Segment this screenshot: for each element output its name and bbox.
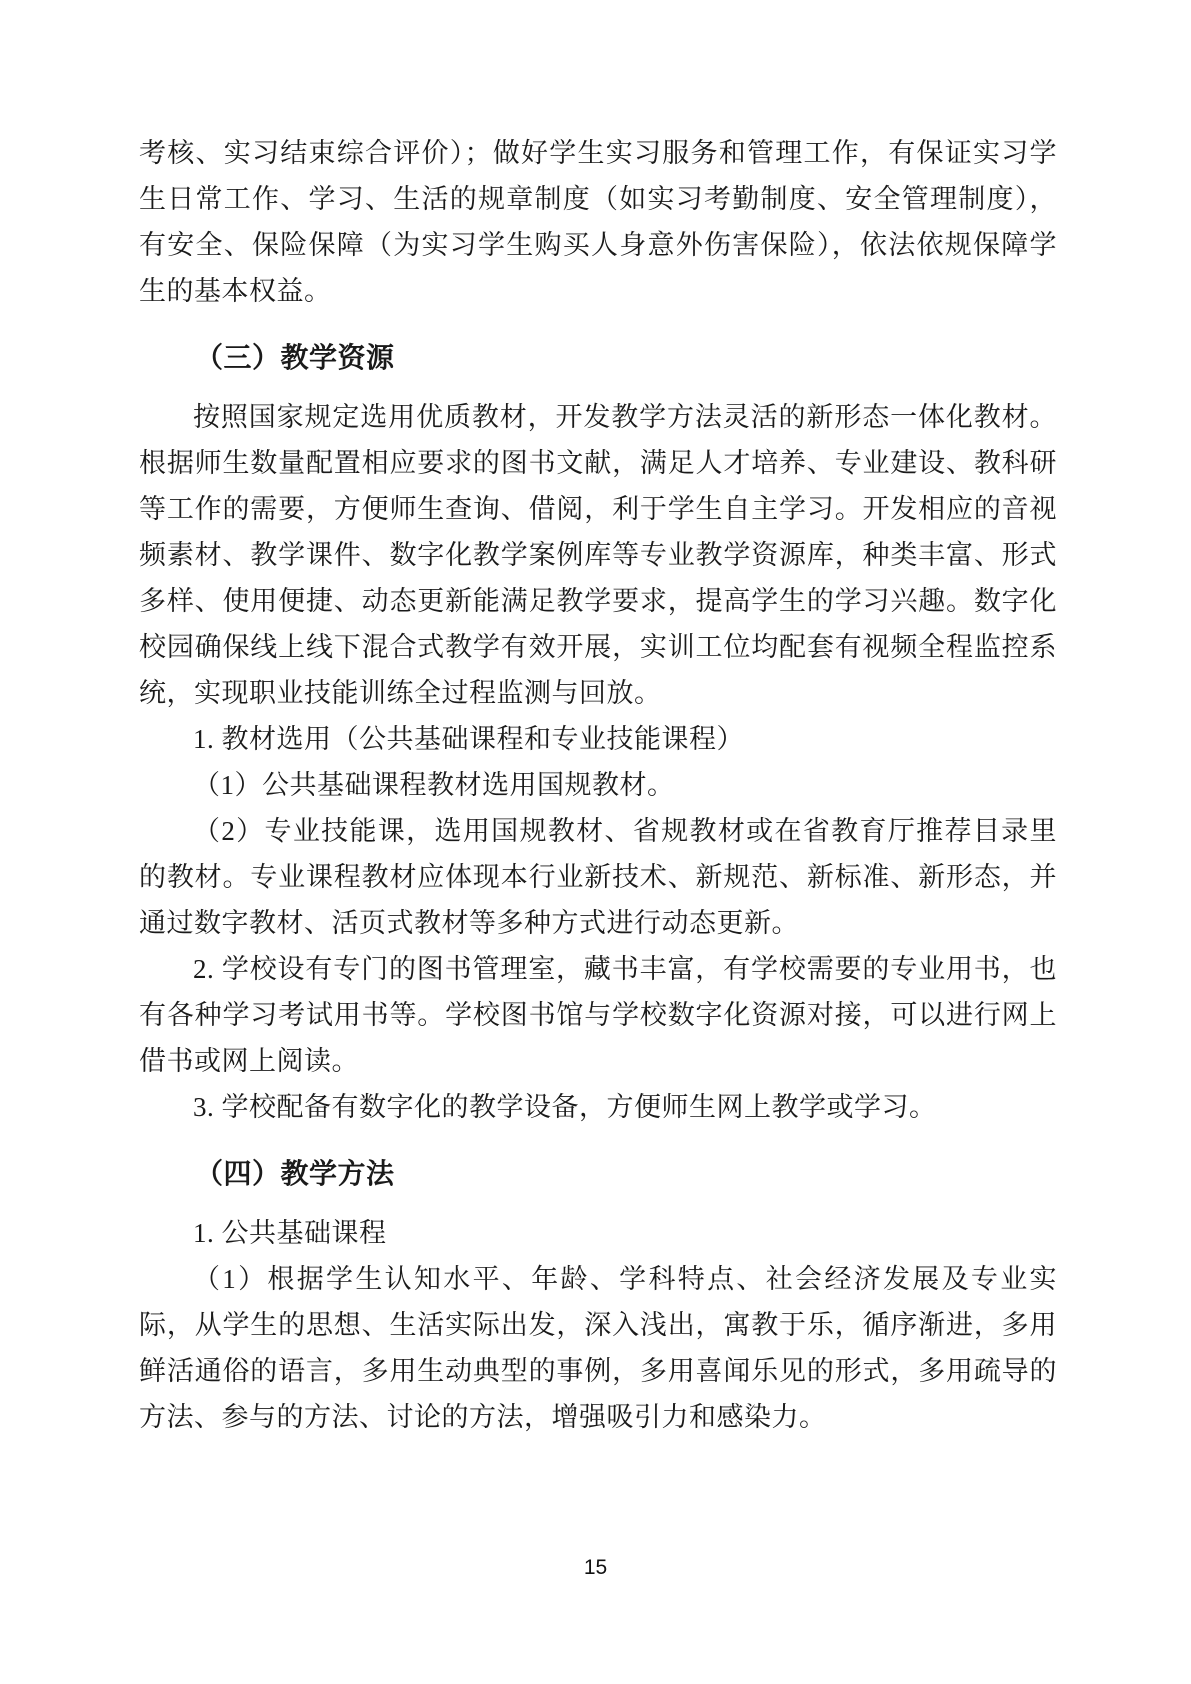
list-item-digital-equipment: 3. 学校配备有数字化的教学设备，方便师生网上教学或学习。	[193, 1092, 937, 1122]
list-item-public-basic-textbook: （1）公共基础课程教材选用国规教材。	[193, 770, 675, 800]
paragraph-internship-management: 考核、实习结束综合评价）；做好学生实习服务和管理工作，有保证实习学生日常工作、学习、生活的规章制度（如实习考勤制度、安全管理制度），有安全、保险保障（为实习学生购买人身意外伤害保险），依法依规保障学生的基本权益。	[139, 138, 1057, 306]
paragraph-teaching-method-detail: （1）根据学生认知水平、年龄、学科特点、社会经济发展及专业实际，从学生的思想、生活实际出发，深入浅出，寓教于乐，循序渐进，多用鲜活通俗的语言，多用生动典型的事例，多用喜闻乐见的形式，多用疏导的方法、参与的方法、讨论的方法，增强吸引力和感染力。	[139, 1264, 1057, 1432]
paragraph-teaching-resources-overview: 按照国家规定选用优质教材，开发教学方法灵活的新形态一体化教材。根据师生数量配置相应要求的图书文献，满足人才培养、专业建设、教科研等工作的需要，方便师生查询、借阅，利于学生自主学习。开发相应的音视频素材、教学课件、数字化教学案例库等专业教学资源库，种类丰富、形式多样、使用便捷、动态更新能满足教学要求，提高学生的学习兴趣。数字化校园确保线上线下混合式教学有效开展，实训工位均配套有视频全程监控系统，实现职业技能训练全过程监测与回放。	[139, 402, 1057, 708]
list-item-public-basic-courses: 1. 公共基础课程	[193, 1218, 387, 1248]
list-item-professional-skill-textbook: （2）专业技能课，选用国规教材、省规教材或在省教育厅推荐目录里的教材。专业课程教材应体现本行业新技术、新规范、新标准、新形态，并通过数字教材、活页式教材等多种方式进行动态更新。	[139, 816, 1057, 938]
section-heading-teaching-resources: （三）教学资源	[195, 343, 395, 374]
section-heading-teaching-methods: （四）教学方法	[195, 1159, 395, 1190]
list-item-library-resources: 2. 学校设有专门的图书管理室，藏书丰富，有学校需要的专业用书，也有各种学习考试用书等。学校图书馆与学校数字化资源对接，可以进行网上借书或网上阅读。	[139, 954, 1057, 1076]
page-number: 15	[583, 1556, 608, 1579]
document-body	[139, 130, 1057, 1440]
list-item-textbook-selection: 1. 教材选用（公共基础课程和专业技能课程）	[193, 724, 744, 754]
